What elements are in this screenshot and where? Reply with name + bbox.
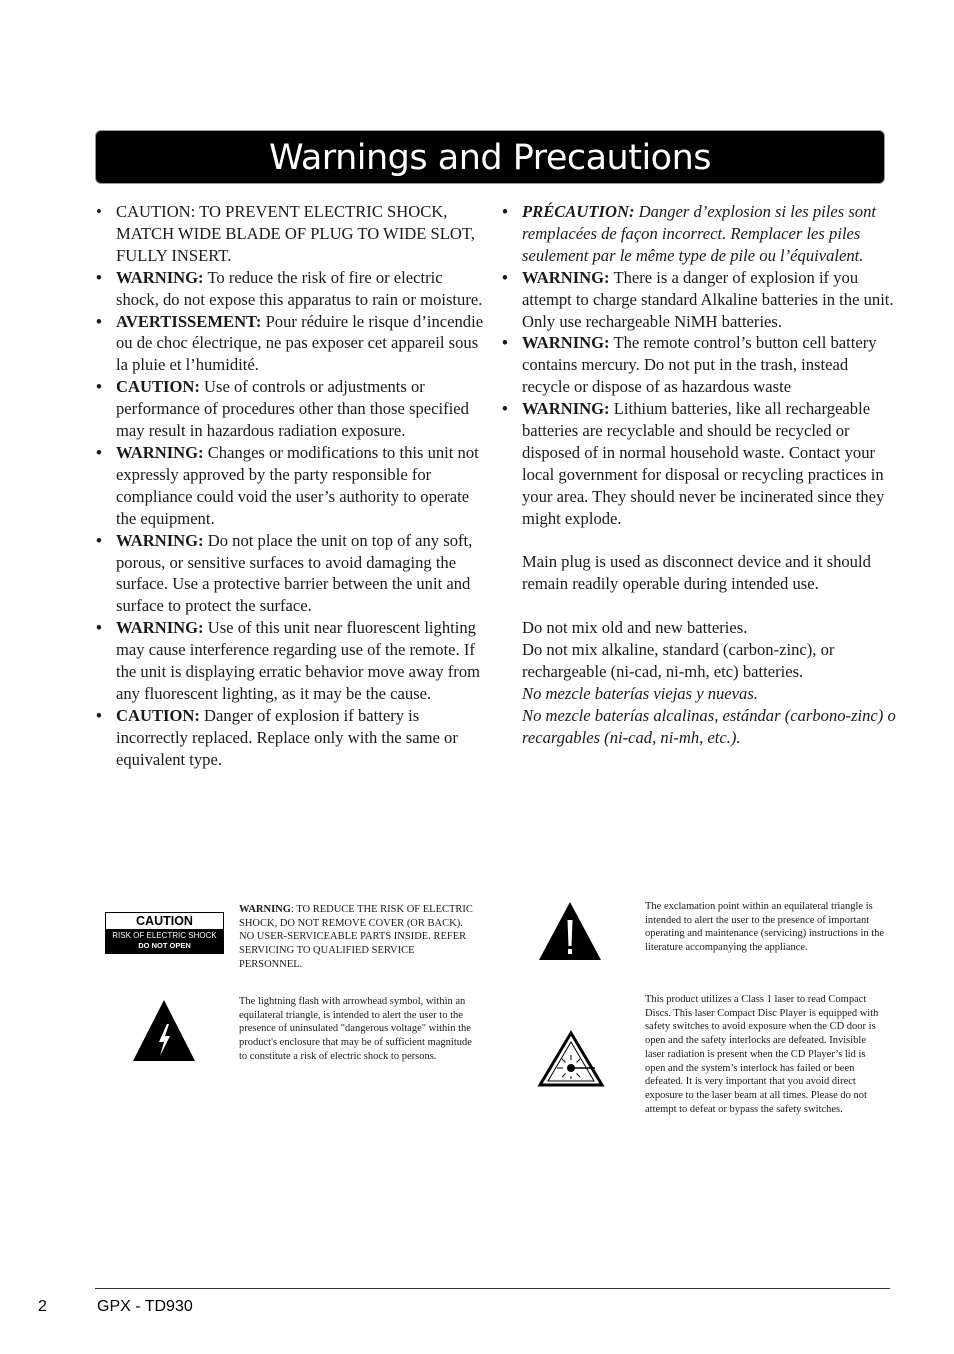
caution-label <box>105 912 224 954</box>
item-label: WARNING: <box>116 442 204 462</box>
list-item <box>95 201 487 267</box>
item-text: To reduce the risk of fire or electric shock, do not expose this apparatus to rain or moisture. <box>116 267 483 309</box>
item-label: PRÉCAUTION: <box>522 202 635 221</box>
page-number: 2 <box>38 1298 47 1315</box>
item-label: WARNING: <box>116 618 204 638</box>
item-text: Use of controls or adjustments or performance of procedures other than those specified may result in hazardous radiation exposure. <box>116 377 469 441</box>
page-title: Warnings and Precautions <box>268 138 712 178</box>
item-label: WARNING: <box>522 399 610 419</box>
list-item <box>95 311 487 377</box>
lightning-triangle-icon <box>131 998 197 1064</box>
title-bar <box>95 130 885 184</box>
exclamation-notice: The exclamation point within an equilateral triangle is intended to alert the user to the presence of important operating and maintenance (servicing) instructions in the literature accompanying the appliance. <box>645 901 885 954</box>
item-label: CAUTION: <box>116 377 200 397</box>
list-item <box>95 705 487 771</box>
item-label: WARNING: <box>116 530 204 550</box>
mix-types-paragraph: Do not mix alkaline, standard (carbon-zinc), or rechargeable (ni-cad, ni-mh, etc) batteries. <box>522 640 835 681</box>
item-text: Lithium batteries, like all rechargeable batteries are recyclable and should be recycled or disposed of in normal household waste. Contact your local government for disposal or recycling practices in your area. They should never be incinerated since they might explode. <box>522 399 885 528</box>
caution-label-line2: DO NOT OPEN <box>138 941 191 950</box>
spanish-old-new-paragraph: No mezcle baterías viejas y nuevas. <box>522 683 758 703</box>
item-text: CAUTION: TO PREVENT ELECTRIC SHOCK, MATCH WIDE BLADE OF PLUG TO WIDE SLOT, FULLY INSERT. <box>116 202 475 265</box>
list-item <box>501 267 896 333</box>
model-name: GPX - TD930 <box>97 1298 193 1315</box>
right-column <box>501 201 896 749</box>
laser-triangle-icon <box>537 1030 605 1088</box>
lightning-notice: The lightning flash with arrowhead symbol, within an equilateral triangle, is intended to alert the user to the presence of uninsulated "dangerous voltage" within the product's enclosure that may be of sufficient magnitude to constitute a risk of electric shock to persons. <box>239 996 472 1062</box>
caution-label-line1: RISK OF ELECTRIC SHOCK <box>112 931 217 940</box>
item-text: There is a danger of explosion if you attempt to charge standard Alkaline batteries in the unit. Only use rechargeable NiMH batteries. <box>522 267 894 331</box>
item-label: CAUTION: <box>116 705 200 725</box>
cover-warning-label: WARNING <box>239 904 291 915</box>
list-item <box>95 617 487 705</box>
caution-label-title: CAUTION <box>136 914 193 928</box>
caution-label-band <box>106 929 223 953</box>
left-column <box>95 201 487 771</box>
item-text: Danger d’explosion si les piles sont remplacées de façon incorrect. Remplacer les piles seulement par le même type de pile ou l’équivalent. <box>522 202 876 265</box>
cover-warning-text: : TO REDUCE THE RISK OF ELECTRIC SHOCK, DO NOT REMOVE COVER (OR BACK). NO USER-SERVICEABLE PARTS INSIDE. REFER SERVICING TO QUALIFIED SERVICE PERSONNEL. <box>239 904 473 970</box>
footer-divider <box>95 1288 890 1289</box>
item-label: WARNING: <box>522 267 610 287</box>
left-warning-list <box>95 201 487 771</box>
list-item <box>501 332 896 398</box>
item-text: The remote control’s button cell battery contains mercury. Do not put in the trash, instead recycle or dispose of as hazardous waste <box>522 333 877 397</box>
item-label: AVERTISSEMENT: <box>116 311 262 331</box>
list-item <box>501 201 896 267</box>
item-text: Pour réduire le risque d’incendie ou de choc électrique, ne pas exposer cet appareil sous la pluie et l’humidité. <box>116 311 484 375</box>
spanish-types-paragraph: No mezcle baterías alcalinas, estándar (carbono-zinc) o recargables (ni-cad, ni-mh, etc.). <box>522 705 896 747</box>
exclamation-triangle-icon <box>537 900 603 962</box>
list-item <box>501 398 896 529</box>
item-text: Use of this unit near fluorescent lighting may cause interference regarding use of the remote. If the unit is displaying erratic behavior move away from any fluorescent lighting, as it may be the cause. <box>116 618 481 703</box>
mix-old-new-paragraph: Do not mix old and new batteries. <box>522 618 748 638</box>
list-item <box>95 267 487 311</box>
right-warning-list <box>501 201 896 530</box>
plug-paragraph: Main plug is used as disconnect device and it should remain readily operable during intended use. <box>522 552 871 594</box>
item-text: Do not place the unit on top of any soft, porous, or sensitive surfaces to avoid damaging the surface. Use a protective barrier between the unit and surface to protect the surface. <box>116 530 473 616</box>
laser-notice: This product utilizes a Class 1 laser to read Compact Discs. This laser Compact Disc Player is equipped with safety switches to avoid exposure when the CD door is open and the safety interlocks are defeated. Invisible laser radiation is present when the CD Player’s lid is open and the system’s interlock has failed or been defeated. It is very important that you avoid direct exposure to the laser beam at all times. Please do not attempt to defeat or bypass the safety switches. <box>645 994 879 1115</box>
cover-warning-notice <box>239 903 479 972</box>
item-label: WARNING: <box>522 333 610 353</box>
list-item <box>95 376 487 442</box>
item-label: WARNING: <box>116 267 204 287</box>
item-text: Changes or modifications to this unit not expressly approved by the party responsible for compliance could void the user’s authority to operate the equipment. <box>116 442 479 528</box>
list-item <box>95 442 487 530</box>
item-text: Danger of explosion if battery is incorrectly replaced. Replace only with the same or equivalent type. <box>116 705 458 769</box>
list-item <box>95 530 487 618</box>
